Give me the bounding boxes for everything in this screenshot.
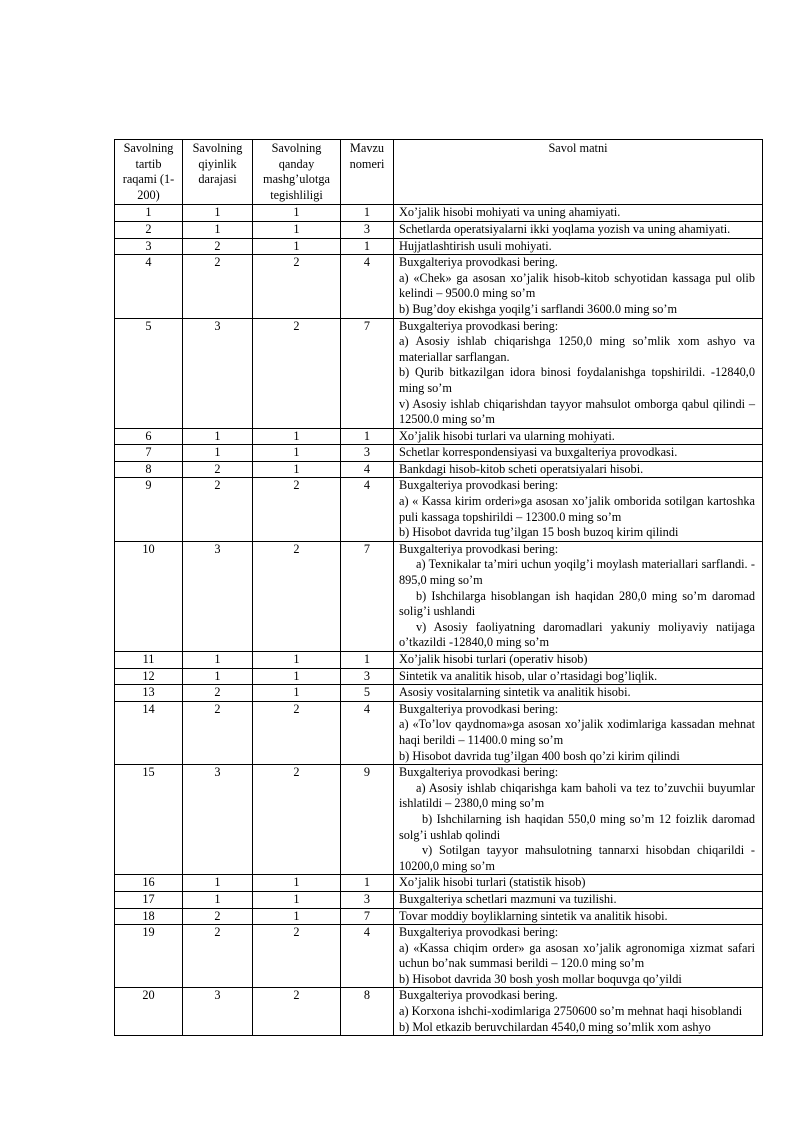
table-row bbox=[115, 668, 763, 685]
lesson-type-cell: 2 bbox=[253, 925, 341, 988]
table-row bbox=[115, 255, 763, 318]
question-number-cell: 9 bbox=[115, 478, 183, 541]
lesson-type-cell: 1 bbox=[253, 908, 341, 925]
lesson-type-cell: 1 bbox=[253, 891, 341, 908]
question-text-cell bbox=[394, 925, 763, 988]
topic-number-cell: 8 bbox=[341, 988, 394, 1036]
question-text-cell bbox=[394, 891, 763, 908]
lesson-type-cell: 1 bbox=[253, 875, 341, 892]
question-text-cell bbox=[394, 445, 763, 462]
question-text-line: b) Hisobot davrida tug’ilgan 400 bosh qo’zi kirim qilindi bbox=[399, 748, 680, 763]
question-text-cell bbox=[394, 541, 763, 651]
difficulty-cell: 1 bbox=[183, 445, 253, 462]
table-row bbox=[115, 891, 763, 908]
header-question-number: Savolning tartib raqami (1-200) bbox=[115, 140, 183, 205]
topic-number-cell: 9 bbox=[341, 765, 394, 875]
table-body bbox=[115, 205, 763, 1036]
difficulty-cell: 1 bbox=[183, 891, 253, 908]
question-text-line: Sintetik va analitik hisob, ular o’rtasidagi bog’liqlik. bbox=[399, 668, 658, 683]
question-text-line: Bankdagi hisob-kitob scheti operatsiyalari hisobi. bbox=[399, 461, 644, 476]
question-text-cell bbox=[394, 701, 763, 764]
question-text-line: Buxgalteriya provodkasi bering: bbox=[399, 541, 559, 556]
header-question-text: Savol matni bbox=[394, 140, 763, 205]
question-text-line: Buxgalteriya provodkasi bering. bbox=[399, 988, 558, 1003]
question-text-cell bbox=[394, 428, 763, 445]
topic-number-cell: 7 bbox=[341, 908, 394, 925]
question-number-cell: 2 bbox=[115, 221, 183, 238]
question-text-line: a) Asosiy ishlab chiqarishga kam baholi va tez to’zuvchii buyumlar ishlatildi – 2380,0 ming so’m bbox=[399, 780, 755, 811]
table-row bbox=[115, 318, 763, 428]
topic-number-cell: 3 bbox=[341, 221, 394, 238]
question-text-cell bbox=[394, 478, 763, 541]
difficulty-cell: 2 bbox=[183, 461, 253, 478]
topic-number-cell: 4 bbox=[341, 478, 394, 541]
question-text-line: Buxgalteriya provodkasi bering: bbox=[399, 925, 559, 940]
lesson-type-cell: 2 bbox=[253, 988, 341, 1036]
question-number-cell: 6 bbox=[115, 428, 183, 445]
difficulty-cell: 2 bbox=[183, 925, 253, 988]
lesson-type-cell: 2 bbox=[253, 318, 341, 428]
question-number-cell: 8 bbox=[115, 461, 183, 478]
question-text-line: b) Hisobot davrida 30 bosh yosh mollar boquvga qo’yildi bbox=[399, 971, 682, 986]
question-number-cell: 7 bbox=[115, 445, 183, 462]
topic-number-cell: 3 bbox=[341, 668, 394, 685]
question-text-cell bbox=[394, 765, 763, 875]
question-text-line: a) Texnikalar ta’miri uchun yoqilg’i moylash materiallari sarflandi. - 895,0 ming so’m bbox=[399, 557, 755, 588]
question-text-line: Buxgalteriya provodkasi bering: bbox=[399, 765, 559, 780]
question-number-cell: 5 bbox=[115, 318, 183, 428]
topic-number-cell: 4 bbox=[341, 255, 394, 318]
table-row bbox=[115, 765, 763, 875]
difficulty-cell: 2 bbox=[183, 238, 253, 255]
question-text-cell bbox=[394, 255, 763, 318]
table-row bbox=[115, 908, 763, 925]
difficulty-cell: 2 bbox=[183, 255, 253, 318]
table-row bbox=[115, 685, 763, 702]
lesson-type-cell: 1 bbox=[253, 685, 341, 702]
topic-number-cell: 4 bbox=[341, 461, 394, 478]
question-text-line: Schetlar korrespondensiyasi va buxgalteriya provodkasi. bbox=[399, 445, 678, 460]
question-text-line: v) Asosiy faoliyatning daromadlari yakuniy moliyaviy natijaga o’tkazildi -12840,0 ming so’m bbox=[399, 619, 755, 650]
table-row bbox=[115, 428, 763, 445]
question-text-cell bbox=[394, 908, 763, 925]
lesson-type-cell: 1 bbox=[253, 221, 341, 238]
question-number-cell: 12 bbox=[115, 668, 183, 685]
question-text-line: Buxgalteriya provodkasi bering. bbox=[399, 255, 558, 270]
lesson-type-cell: 2 bbox=[253, 255, 341, 318]
lesson-type-cell: 1 bbox=[253, 461, 341, 478]
table-row bbox=[115, 875, 763, 892]
difficulty-cell: 1 bbox=[183, 428, 253, 445]
question-text-line: v) Asosiy ishlab chiqarishdan tayyor mahsulot omborga qabul qilindi – 12500.0 ming so’m bbox=[399, 396, 755, 427]
header-difficulty-level: Savolning qiyinlik darajasi bbox=[183, 140, 253, 205]
topic-number-cell: 7 bbox=[341, 318, 394, 428]
question-text-line: b) Ishchilarning ish haqidan 550,0 ming so’m 12 foizlik daromad solg’i ushlab qolindi bbox=[399, 811, 755, 842]
question-number-cell: 15 bbox=[115, 765, 183, 875]
question-text-line: Xo’jalik hisobi turlari (operativ hisob) bbox=[399, 652, 588, 666]
lesson-type-cell: 2 bbox=[253, 701, 341, 764]
lesson-type-cell: 1 bbox=[253, 205, 341, 222]
question-text-cell bbox=[394, 461, 763, 478]
difficulty-cell: 1 bbox=[183, 875, 253, 892]
question-text-line: Buxgalteriya provodkasi bering: bbox=[399, 478, 559, 493]
lesson-type-cell: 1 bbox=[253, 668, 341, 685]
difficulty-cell: 3 bbox=[183, 765, 253, 875]
questions-table bbox=[114, 139, 763, 1036]
lesson-type-cell: 1 bbox=[253, 445, 341, 462]
question-text-line: Tovar moddiy boyliklarning sintetik va analitik hisobi. bbox=[399, 908, 668, 923]
question-number-cell: 13 bbox=[115, 685, 183, 702]
question-text-line: Xo’jalik hisobi turlari (statistik hisob) bbox=[399, 875, 586, 890]
question-text-cell bbox=[394, 221, 763, 238]
question-number-cell: 20 bbox=[115, 988, 183, 1036]
difficulty-cell: 3 bbox=[183, 541, 253, 651]
table-row bbox=[115, 221, 763, 238]
question-text-line: Hujjatlashtirish usuli mohiyati. bbox=[399, 238, 552, 253]
table-row bbox=[115, 701, 763, 764]
table-row bbox=[115, 238, 763, 255]
topic-number-cell: 1 bbox=[341, 875, 394, 892]
table-row bbox=[115, 445, 763, 462]
difficulty-cell: 2 bbox=[183, 478, 253, 541]
lesson-type-cell: 2 bbox=[253, 765, 341, 875]
question-text-line: a) Korxona ishchi-xodimlariga 2750600 so’m mehnat haqi hisoblandi bbox=[399, 1004, 743, 1019]
question-text-cell bbox=[394, 685, 763, 702]
topic-number-cell: 5 bbox=[341, 685, 394, 702]
topic-number-cell: 3 bbox=[341, 445, 394, 462]
question-text-cell bbox=[394, 988, 763, 1036]
question-text-line: a) «To’lov qaydnoma»ga asosan xo’jalik xodimlariga kassadan mehnat haqi berildi – 11400.0 ming so’m bbox=[399, 717, 755, 747]
question-number-cell: 3 bbox=[115, 238, 183, 255]
difficulty-cell: 2 bbox=[183, 701, 253, 764]
question-number-cell: 19 bbox=[115, 925, 183, 988]
difficulty-cell: 1 bbox=[183, 652, 253, 669]
question-text-line: Buxgalteriya provodkasi bering: bbox=[399, 318, 559, 333]
table-row bbox=[115, 461, 763, 478]
question-number-cell: 1 bbox=[115, 205, 183, 222]
question-text-line: b) Hisobot davrida tug’ilgan 15 bosh buzoq kirim qilindi bbox=[399, 525, 679, 540]
question-number-cell: 10 bbox=[115, 541, 183, 651]
lesson-type-cell: 1 bbox=[253, 428, 341, 445]
question-text-line: a) Asosiy ishlab chiqarishga 1250,0 ming so’mlik xom ashyo va materiallar sarflangan. bbox=[399, 334, 755, 364]
question-text-line: v) Sotilgan tayyor mahsulotning tannarxi hisobdan chiqarildi - 10200,0 ming so’m bbox=[399, 843, 755, 873]
topic-number-cell: 1 bbox=[341, 205, 394, 222]
question-text-cell bbox=[394, 875, 763, 892]
question-text-line: a) « Kassa kirim orderi»ga asosan xo’jalik omborida sotilgan kartoshka puli kassaga topshirildi – 12300.0 ming so’m bbox=[399, 494, 755, 524]
question-text-cell bbox=[394, 318, 763, 428]
difficulty-cell: 3 bbox=[183, 988, 253, 1036]
question-text-cell bbox=[394, 238, 763, 255]
question-text-line: Buxgalteriya provodkasi bering: bbox=[399, 701, 559, 716]
topic-number-cell: 7 bbox=[341, 541, 394, 651]
question-text-line: b) Ishchilarga hisoblangan ish haqidan 280,0 ming so’m daromad solig’i ushlandi bbox=[399, 588, 755, 619]
question-number-cell: 17 bbox=[115, 891, 183, 908]
topic-number-cell: 1 bbox=[341, 238, 394, 255]
header-lesson-type: Savolning qanday mashg’ulotga tegishliligi bbox=[253, 140, 341, 205]
question-text-cell bbox=[394, 668, 763, 685]
question-text-line: Asosiy vositalarning sintetik va analitik hisobi. bbox=[399, 685, 631, 700]
lesson-type-cell: 1 bbox=[253, 652, 341, 669]
topic-number-cell: 4 bbox=[341, 701, 394, 764]
table-header-row bbox=[115, 140, 763, 205]
question-number-cell: 14 bbox=[115, 701, 183, 764]
question-number-cell: 18 bbox=[115, 908, 183, 925]
question-text-line: b) Bug’doy ekishga yoqilg’i sarflandi 3600.0 ming so’m bbox=[399, 301, 678, 316]
difficulty-cell: 2 bbox=[183, 908, 253, 925]
table-row bbox=[115, 925, 763, 988]
header-topic-number: Mavzu nomeri bbox=[341, 140, 394, 205]
topic-number-cell: 3 bbox=[341, 891, 394, 908]
question-text-line: Buxgalteriya schetlari mazmuni va tuzilishi. bbox=[399, 891, 617, 906]
question-number-cell: 16 bbox=[115, 875, 183, 892]
question-text-line: b) Mol etkazib beruvchilardan 4540,0 ming so’mlik xom ashyo bbox=[399, 1019, 711, 1034]
question-number-cell: 4 bbox=[115, 255, 183, 318]
question-text-line: Schetlarda operatsiyalarni ikki yoqlama yozish va uning ahamiyati. bbox=[399, 221, 731, 236]
question-text-line: b) Qurib bitkazilgan idora binosi foydalanishga topshirildi. -12840,0 ming so’m bbox=[399, 365, 755, 395]
difficulty-cell: 1 bbox=[183, 668, 253, 685]
question-text-line: a) «Kassa chiqim order» ga asosan xo’jalik agronomiga xizmat safari uchun bo’nak summasi berildi – 120.0 ming so’m bbox=[399, 940, 755, 971]
question-text-cell bbox=[394, 652, 763, 669]
table-row bbox=[115, 988, 763, 1036]
difficulty-cell: 2 bbox=[183, 685, 253, 702]
lesson-type-cell: 1 bbox=[253, 238, 341, 255]
table-row bbox=[115, 541, 763, 651]
table-row bbox=[115, 652, 763, 669]
question-text-line: a) «Chek» ga asosan xo’jalik hisob-kitob schyotidan kassaga pul olib kelindi – 9500.0 ming so’m bbox=[399, 270, 755, 301]
table-row bbox=[115, 205, 763, 222]
difficulty-cell: 1 bbox=[183, 221, 253, 238]
difficulty-cell: 1 bbox=[183, 205, 253, 222]
lesson-type-cell: 2 bbox=[253, 541, 341, 651]
question-number-cell: 11 bbox=[115, 652, 183, 669]
question-text-line: Xo’jalik hisobi mohiyati va uning ahamiyati. bbox=[399, 205, 621, 220]
topic-number-cell: 1 bbox=[341, 428, 394, 445]
table-row bbox=[115, 478, 763, 541]
difficulty-cell: 3 bbox=[183, 318, 253, 428]
question-text-line: Xo’jalik hisobi turlari va ularning mohiyati. bbox=[399, 428, 615, 443]
question-text-cell bbox=[394, 205, 763, 222]
lesson-type-cell: 2 bbox=[253, 478, 341, 541]
topic-number-cell: 4 bbox=[341, 925, 394, 988]
topic-number-cell: 1 bbox=[341, 652, 394, 669]
